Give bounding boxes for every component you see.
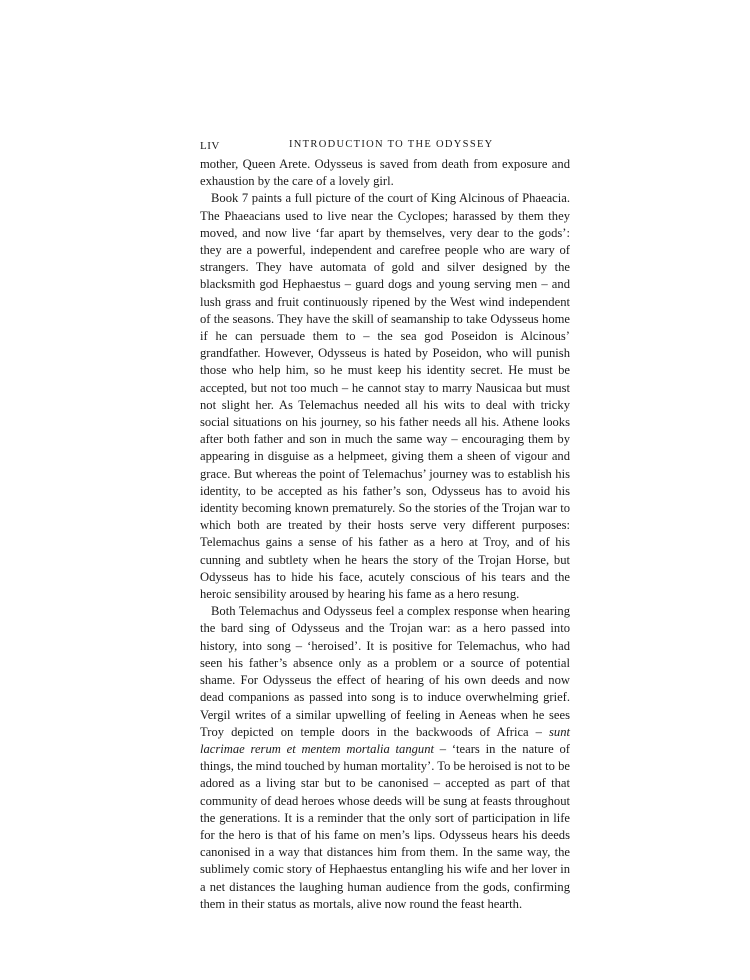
paragraph-1: mother, Queen Arete. Odysseus is saved from death from exposure and exhaustion by the care of a lovely girl. [200, 157, 570, 189]
paragraph-3-text-b: – ‘tears in the nature of things, the mind touched by human mortality’. To be heroised is not to be adored as a living star but to be canonised – accepted as part of that community of dead heroes whose deeds will be sung at feasts throughout the generations. It is a reminder that the only sort of participation in life for the hero is that of his fame on men’s lips. Odysseus hears his deeds canonised in a way that distances him from them. In the same way, the sublimely comic story of Hephaestus entangling his wife and her lover in a net distances the laughing human audience from the gods, confirming them in their status as mortals, alive now round the feast hearth. [200, 741, 570, 911]
running-title: INTRODUCTION TO THE ODYSSEY [289, 139, 494, 150]
body-text [200, 156, 570, 913]
running-head [200, 136, 570, 156]
paragraph-3-text-a: Both Telemachus and Odysseus feel a complex response when hearing the bard sing of Odysseus and the Trojan war: as a hero passed into history, into song – ‘heroised’. It is positive for Telemachus, who had seen his father’s absence only as a problem or a source of potential shame. For Odysseus the effect of hearing of his own deeds and now dead companions as passed into song is to induce overwhelming grief. Vergil writes of a similar upwelling of feeling in Aeneas when he sees Troy depicted on temple doors in the backwoods of Africa – [200, 604, 570, 739]
page-number: LIV [200, 140, 220, 152]
book-page [200, 136, 570, 913]
paragraph-2: Book 7 paints a full picture of the court of King Alcinous of Phaeacia. The Phaeacians used to live near the Cyclopes; harassed by them they moved, and now live ‘far apart by themselves, very dear to the gods’: they are a powerful, independent and carefree people who are wary of strangers. They have automata of gold and silver designed by the blacksmith god Hephaestus – guard dogs and young serving men – and lush grass and fruit continuously ripened by the West wind independent of the seasons. They have the skill of seamanship to take Odysseus home if he can persuade them to – the sea god Poseidon is Alcinous’ grandfather. However, Odysseus is hated by Poseidon, who will punish those who help him, so he must keep his identity secret. He must be accepted, but not too much – he cannot stay to marry Nausicaa but must not slight her. As Telemachus needed all his wits to deal with tricky social situations on his journey, so his father needs all his. Athene looks after both father and son in much the same way – encouraging them by appearing in disguise as a helpmeet, giving them a sheen of vigour and grace. But whereas the point of Telemachus’ journey was to establish his identity, to be accepted as his father’s son, Odysseus has to avoid his identity becoming known prematurely. So the stories of the Trojan war to which both are treated by their hosts serve very different purposes: Telemachus gains a sense of his father as a hero at Troy, and of his cunning and subtlety when he hears the story of the Trojan Horse, but Odysseus has to hide his face, acutely conscious of his tears and the heroic sensibility aroused by hearing his fame as a hero resung. [200, 191, 570, 602]
latin-quotation: sunt lacrimae rerum et mentem mortalia tangunt [200, 724, 570, 756]
paragraph-3 [200, 603, 570, 913]
